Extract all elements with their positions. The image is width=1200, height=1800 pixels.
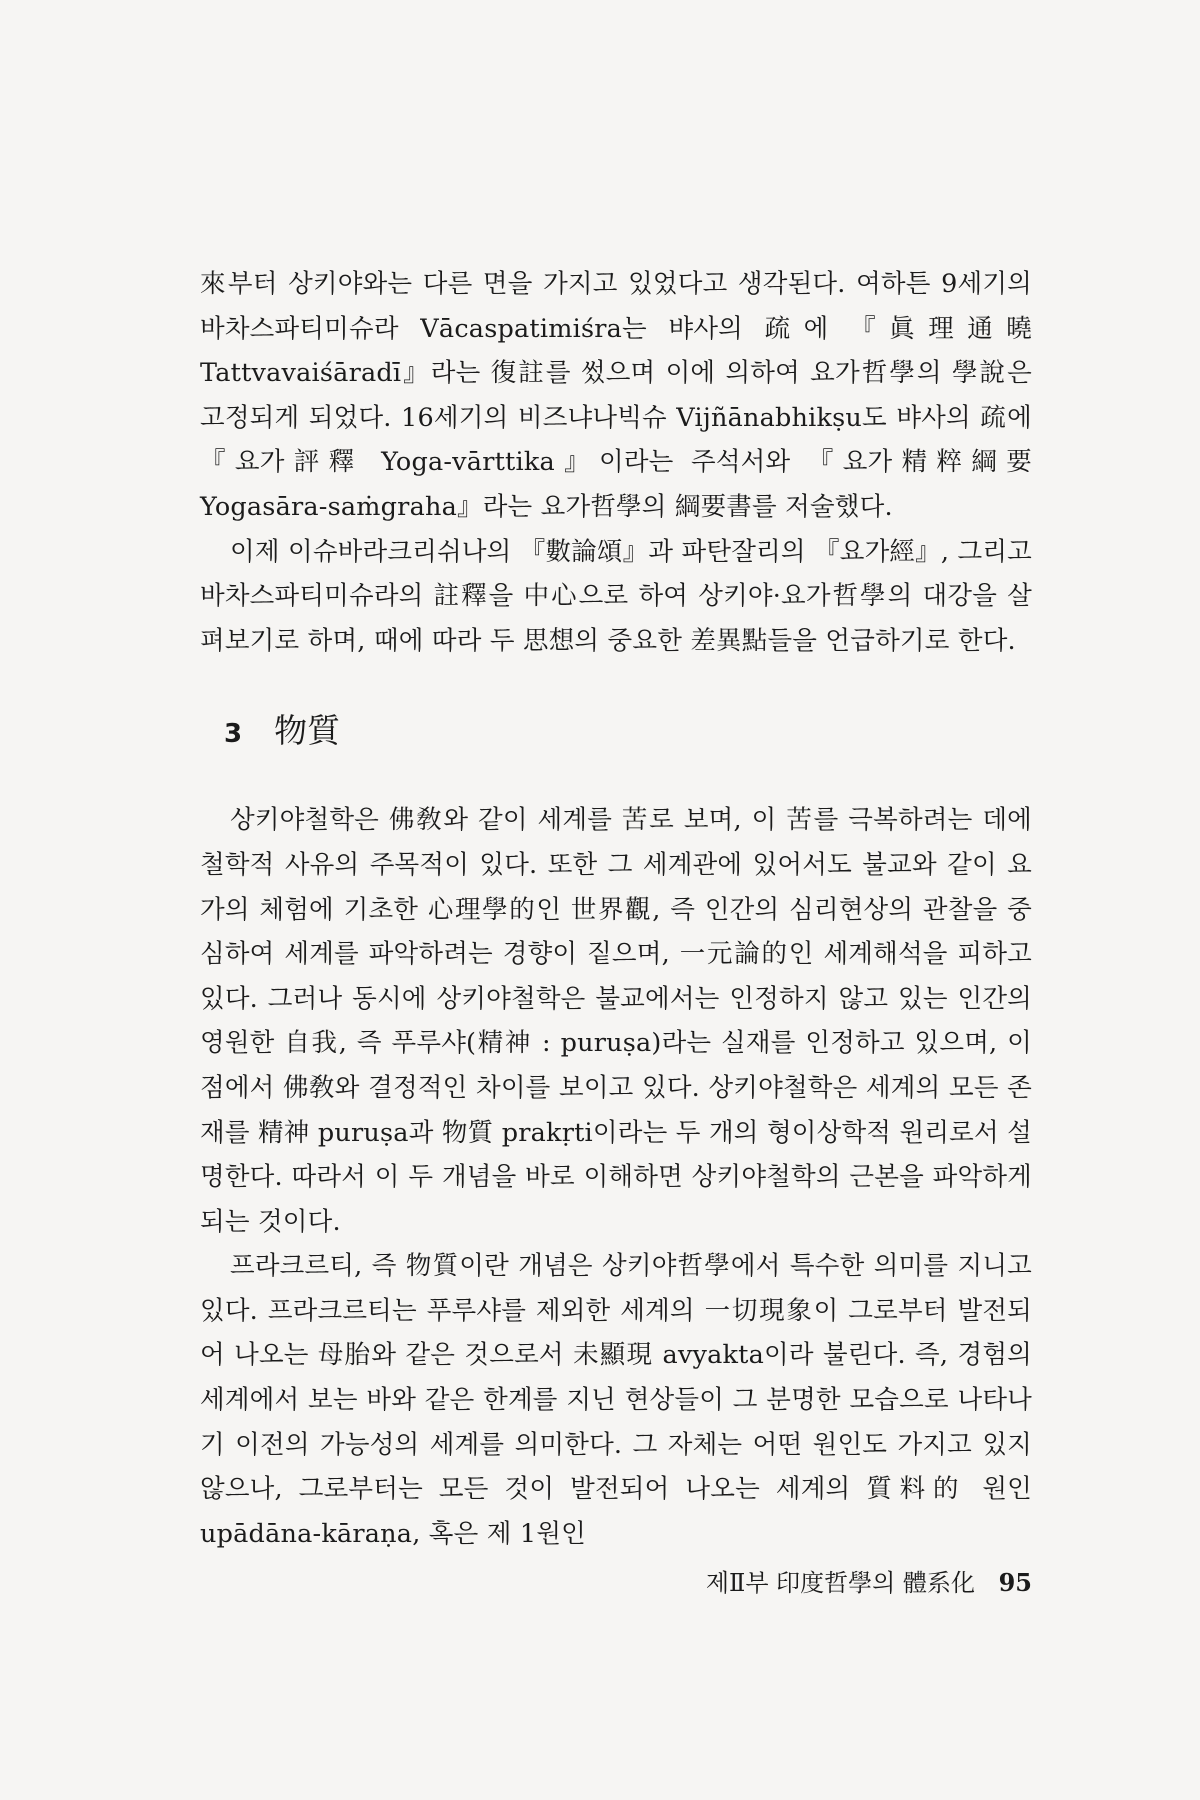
page-number: 95: [998, 1568, 1032, 1597]
page-footer: [660, 1566, 1032, 1600]
paragraph-1: 來부터 상키야와는 다른 면을 가지고 있었다고 생각된다. 여하튼 9세기의 바차스파티미슈라 Vācaspatimiśra는 뱌사의 疏에 『眞理通曉 Tattvavaiśāradī』라는 復註를 썼으며 이에 의하여 요가哲學의 學說은 고정되게 되었다. 16세기의 비즈냐나빅슈 Vijñānabhikṣu도 뱌사의 疏에 『요가評釋 Yoga-vārttika』이라는 주석서와 『요가精粹綱要 Yogasāra-saṁgraha』라는 요가哲學의 綱要書를 저술했다.: [200, 269, 1032, 522]
section-number: 3: [224, 719, 243, 750]
paragraph-4: 프라크르티, 즉 物質이란 개념은 상키야哲學에서 특수한 의미를 지니고 있다. 프라크르티는 푸루샤를 제외한 세계의 一切現象이 그로부터 발전되어 나오는 母胎와 같은 것으로서 未顯現 avyakta이라 불린다. 즉, 경험의 세계에서 보는 바와 같은 한계를 지닌 현상들이 그 분명한 모습으로 나타나기 이전의 가능성의 세계를 의미한다. 그 자체는 어떤 원인도 가지고 있지 않으나, 그로부터는 모든 것이 발전되어 나오는 세계의 質料的 원인 upādāna-kāraṇa, 혹은 제 1원인: [200, 1251, 1032, 1549]
paragraph-3: 상키야철학은 佛敎와 같이 세계를 苦로 보며, 이 苦를 극복하려는 데에 철학적 사유의 주목적이 있다. 또한 그 세계관에 있어서도 불교와 같이 요가의 체험에 기초한 心理學的인 世界觀, 즉 인간의 심리현상의 관찰을 중심하여 세계를 파악하려는 경향이 짙으며, 一元論的인 세계해석을 피하고 있다. 그러나 동시에 상키야철학은 불교에서는 인정하지 않고 있는 인간의 영원한 自我, 즉 푸루샤(精神 : puruṣa)라는 실재를 인정하고 있으며, 이 점에서 佛敎와 결정적인 차이를 보이고 있다. 상키야철학은 세계의 모든 존재를 精神 puruṣa과 物質 prakṛti이라는 두 개의 형이상학적 원리로서 설명한다. 따라서 이 두 개념을 바로 이해하면 상키야철학의 근본을 파악하게 되는 것이다.: [200, 805, 1032, 1237]
section-title: 物質: [274, 711, 341, 751]
body-text: [200, 262, 1032, 1556]
paragraph-2: 이제 이슈바라크리쉬나의 『數論頌』과 파탄잘리의 『요가經』, 그리고 바차스파티미슈라의 註釋을 中心으로 하여 상키야·요가哲學의 대강을 살펴보기로 하며, 때에 따라 두 思想의 중요한 差異點들을 언급하기로 한다.: [200, 536, 1032, 656]
section-heading: [224, 711, 1032, 754]
running-title: 제Ⅱ부 印度哲學의 體系化: [705, 1569, 975, 1597]
